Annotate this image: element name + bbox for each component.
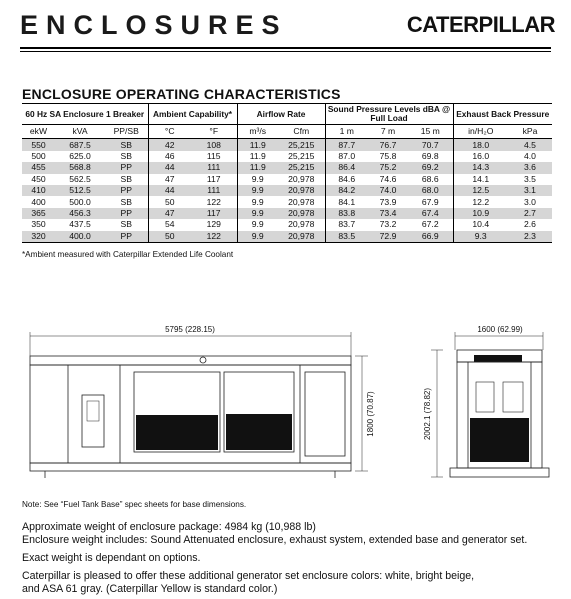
base-skid xyxy=(30,463,351,471)
table-cell: 500 xyxy=(31,150,46,161)
header-rule xyxy=(20,47,551,49)
ambient-footnote: *Ambient measured with Caterpillar Extended Life Coolant xyxy=(22,250,234,259)
table-cell: 117 xyxy=(191,208,237,219)
colors-paragraph-line2: and ASA 61 gray. (Caterpillar Yellow is standard color.) xyxy=(22,583,278,595)
table-cell: 46 xyxy=(148,151,191,162)
table-cell: 3.1 xyxy=(508,185,552,196)
table-cell: SB xyxy=(105,139,148,151)
caterpillar-logo: CATERPILLAR xyxy=(406,12,555,37)
table-cell: SB xyxy=(120,150,132,161)
table-cell: 69.2 xyxy=(408,162,453,173)
table-cell: 14.3 xyxy=(453,162,508,173)
overall-height-label: 2002.1 (78.82) xyxy=(423,387,432,441)
table-cell: 74.6 xyxy=(379,173,397,184)
section-title: ENCLOSURE OPERATING CHARACTERISTICS xyxy=(22,86,341,102)
unit-cell: °F xyxy=(191,125,237,139)
table-cell: 75.8 xyxy=(379,150,397,161)
table-cell: PP xyxy=(105,185,148,196)
table-cell: 3.6 xyxy=(508,162,552,173)
table-row xyxy=(22,174,552,185)
table-cell: 50 xyxy=(148,196,191,207)
table-cell: 129 xyxy=(206,219,221,230)
table-cell: 11.9 xyxy=(237,162,278,173)
engine-shadow-left xyxy=(136,415,218,450)
table-cell: 108 xyxy=(191,139,237,151)
side-view xyxy=(30,332,368,478)
table-cell: PP xyxy=(105,208,148,219)
group-header-sound: Sound Pressure Levels dBA @ Full Load xyxy=(325,104,453,125)
table-cell: 84.1 xyxy=(325,196,368,207)
table-cell: 11.9 xyxy=(237,151,278,162)
length-label: 5795 (228.15) xyxy=(165,325,215,334)
header-rule-thin xyxy=(20,51,551,52)
unit-cell: 7 m xyxy=(368,125,408,139)
table-cell: 87.0 xyxy=(325,151,368,162)
table-cell: 73.9 xyxy=(379,196,397,207)
table-cell: 72.9 xyxy=(368,231,408,243)
unit-cell: m³/s xyxy=(237,125,278,139)
table-cell: 14.1 xyxy=(453,174,508,185)
table-cell: 20,978 xyxy=(278,231,325,243)
table-cell: 9.9 xyxy=(237,231,278,243)
table-cell: 122 xyxy=(206,196,221,207)
table-cell: 86.4 xyxy=(325,162,368,173)
table-cell: 73.4 xyxy=(368,208,408,219)
colors-paragraph-line1: Caterpillar is pleased to offer these additional generator set enclosure colors: white, bright beige, xyxy=(22,570,475,582)
table-cell: 54 xyxy=(148,219,191,230)
table-cell: 20,978 xyxy=(278,185,325,196)
unit-cell: Cfm xyxy=(278,125,325,139)
table-cell: 68.0 xyxy=(408,185,453,196)
table-cell: 25,215 xyxy=(278,162,325,173)
group-header-airflow: Airflow Rate xyxy=(237,104,325,125)
table-cell: 400.0 xyxy=(55,231,105,243)
table-cell: 87.7 xyxy=(325,139,368,151)
unit-cell: 1 m xyxy=(325,125,368,139)
unit-cell: in/H₂O xyxy=(453,125,508,139)
table-cell: 365 xyxy=(22,208,55,219)
table-cell: 83.8 xyxy=(325,208,368,219)
table-cell: 455 xyxy=(22,162,55,173)
table-cell: 75.2 xyxy=(368,162,408,173)
table-cell: SB xyxy=(120,173,132,184)
table-row xyxy=(22,196,552,207)
table-cell: 410 xyxy=(22,185,55,196)
group-header-row xyxy=(22,104,552,125)
group-header-enclosure: 60 Hz SA Enclosure 1 Breaker xyxy=(22,104,148,125)
table-row xyxy=(22,231,552,243)
table-cell: 350 xyxy=(31,219,46,230)
unit-cell: 15 m xyxy=(408,125,453,139)
end-louver-panel xyxy=(305,372,345,456)
table-cell: 4.0 xyxy=(524,150,536,161)
group-header-exhaust: Exhaust Back Pressure xyxy=(453,104,552,125)
table-cell: 67.9 xyxy=(421,196,439,207)
table-cell: 25,215 xyxy=(288,150,315,161)
table-row xyxy=(22,139,552,151)
unit-cell: kPa xyxy=(508,125,552,139)
table-cell: 2.3 xyxy=(508,231,552,243)
table-row xyxy=(22,162,552,173)
table-cell: 84.6 xyxy=(325,174,368,185)
end-view xyxy=(431,332,549,477)
table-cell: 450 xyxy=(31,173,46,184)
table-cell: 2.7 xyxy=(508,208,552,219)
table-cell: 74.0 xyxy=(368,185,408,196)
unit-cell: kVA xyxy=(55,125,105,139)
table-cell: 3.5 xyxy=(524,173,536,184)
table-cell: PP xyxy=(105,231,148,243)
table-row xyxy=(22,208,552,219)
unit-cell: PP/SB xyxy=(105,125,148,139)
table-cell: SB xyxy=(120,196,132,207)
table-cell: 550 xyxy=(22,139,55,151)
table-cell: 9.9 xyxy=(237,185,278,196)
table-cell: 500.0 xyxy=(69,196,91,207)
table-cell: 76.7 xyxy=(368,139,408,151)
table-cell: 69.8 xyxy=(421,150,439,161)
table-row xyxy=(22,185,552,196)
group-header-ambient: Ambient Capability* xyxy=(148,104,237,125)
table-cell: SB xyxy=(120,219,132,230)
table-cell: 67.4 xyxy=(408,208,453,219)
page-title: ENCLOSURES xyxy=(20,10,288,40)
table-cell: 25,215 xyxy=(278,139,325,151)
table-cell: 42 xyxy=(148,139,191,151)
table-row xyxy=(22,151,552,162)
table-cell: 11.9 xyxy=(237,139,278,151)
table-cell: 117 xyxy=(206,173,221,184)
table-cell: 9.9 xyxy=(237,196,278,207)
table-cell: 9.9 xyxy=(237,208,278,219)
weight-includes-paragraph: Enclosure weight includes: Sound Attenuated enclosure, exhaust system, extended base and generator set. xyxy=(22,534,528,546)
width-label: 1600 (62.99) xyxy=(477,325,523,334)
table-cell: 9.3 xyxy=(453,231,508,243)
table-cell: 562.5 xyxy=(69,173,91,184)
table-cell: PP xyxy=(105,162,148,173)
table-cell: 66.9 xyxy=(408,231,453,243)
units-row xyxy=(22,125,552,139)
engine-shadow-right xyxy=(226,414,292,450)
fuel-tank-note: Note: See “Fuel Tank Base” spec sheets for base dimensions. xyxy=(22,500,247,509)
roof-panel xyxy=(30,356,351,365)
height-label: 1800 (70.87) xyxy=(366,391,375,437)
table-cell: 20,978 xyxy=(288,196,315,207)
table-cell: 320 xyxy=(22,231,55,243)
table-cell: 2.6 xyxy=(524,219,536,230)
table-cell: 18.0 xyxy=(453,139,508,151)
table-cell: 9.9 xyxy=(237,174,278,185)
table-cell: 68.6 xyxy=(421,173,439,184)
table-cell: 512.5 xyxy=(55,185,105,196)
unit-cell: °C xyxy=(148,125,191,139)
table-cell: 12.2 xyxy=(453,196,508,207)
table-cell: 687.5 xyxy=(55,139,105,151)
table-cell: 122 xyxy=(191,231,237,243)
operating-characteristics-table xyxy=(22,103,552,243)
table-cell: 44 xyxy=(148,185,191,196)
table-cell: 73.2 xyxy=(379,219,397,230)
table-cell: 47 xyxy=(148,174,191,185)
table-cell: 20,978 xyxy=(288,219,315,230)
exhaust-outlet xyxy=(474,355,522,362)
lifting-eye-icon xyxy=(200,357,206,363)
table-cell: 12.5 xyxy=(453,185,508,196)
table-cell: 16.0 xyxy=(453,151,508,162)
table-cell: 10.9 xyxy=(453,208,508,219)
table-cell: 10.4 xyxy=(453,219,508,230)
table-cell: 3.0 xyxy=(524,196,536,207)
table-cell: 400 xyxy=(31,196,46,207)
end-base xyxy=(450,468,549,477)
unit-cell: ekW xyxy=(22,125,55,139)
table-cell: 4.5 xyxy=(508,139,552,151)
end-radiator-shadow xyxy=(470,418,529,462)
enclosure-drawing xyxy=(0,310,571,490)
table-cell: 568.8 xyxy=(55,162,105,173)
table-cell: 83.5 xyxy=(325,231,368,243)
table-cell: 115 xyxy=(206,150,221,161)
table-cell: 111 xyxy=(191,185,237,196)
table-row xyxy=(22,219,552,230)
table-cell: 47 xyxy=(148,208,191,219)
table-cell: 50 xyxy=(148,231,191,243)
table-cell: 625.0 xyxy=(69,150,91,161)
table-cell: 44 xyxy=(148,162,191,173)
table-cell: 9.9 xyxy=(237,219,278,230)
table-cell: 20,978 xyxy=(278,208,325,219)
table-cell: 70.7 xyxy=(408,139,453,151)
table-cell: 83.7 xyxy=(325,219,368,230)
table-cell: 67.2 xyxy=(421,219,439,230)
table-cell: 437.5 xyxy=(69,219,91,230)
exact-weight-paragraph: Exact weight is dependant on options. xyxy=(22,552,201,564)
table-cell: 456.3 xyxy=(55,208,105,219)
table-cell: 84.2 xyxy=(325,185,368,196)
weight-paragraph: Approximate weight of enclosure package: 4984 kg (10,988 lb) xyxy=(22,521,316,533)
table-cell: 20,978 xyxy=(288,173,315,184)
table-cell: 111 xyxy=(191,162,237,173)
